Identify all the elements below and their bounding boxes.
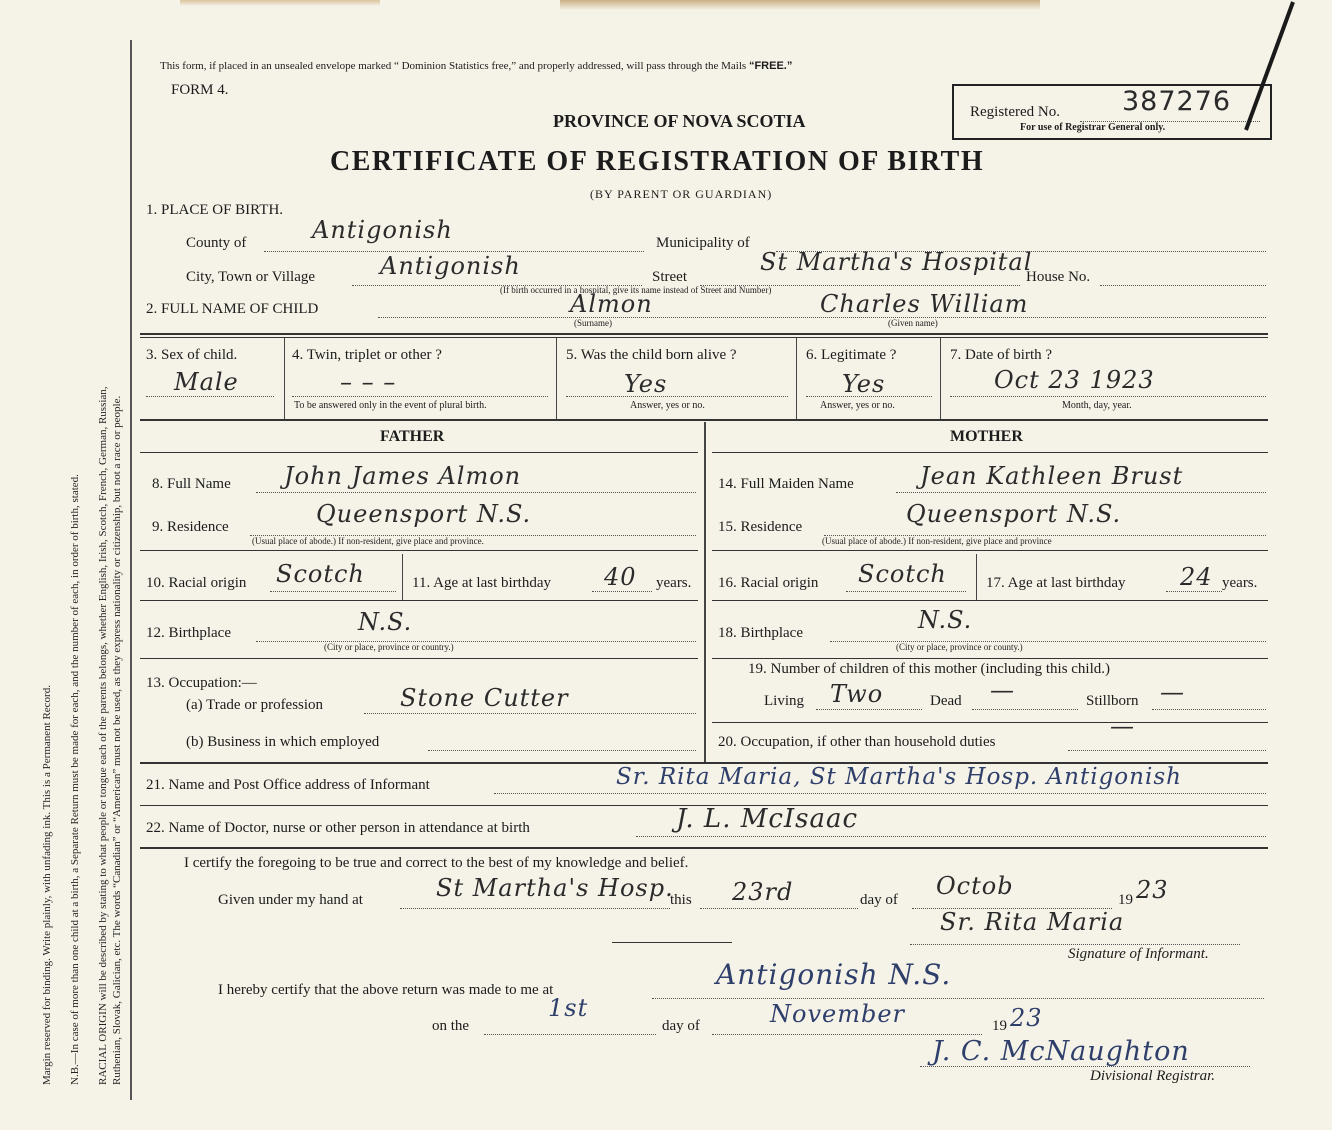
fill-line (1100, 285, 1266, 286)
row-line (712, 722, 1268, 723)
page-title: CERTIFICATE OF REGISTRATION OF BIRTH (330, 146, 985, 177)
fill-line (806, 396, 932, 397)
fill-line (636, 836, 1266, 837)
fill-line (712, 1034, 982, 1035)
informant-signature: Sr. Rita Maria (940, 908, 1125, 936)
business-label: (b) Business in which employed (186, 734, 380, 750)
registered-label: Registered No. (970, 104, 1060, 120)
trade-label: (a) Trade or profession (186, 697, 324, 713)
day-of-label: day of (860, 892, 898, 908)
father-trade: Stone Cutter (400, 684, 569, 712)
binding-margin-line (130, 40, 132, 1100)
father-age-label: 11. Age at last birthday (412, 575, 551, 591)
city-value: Antigonish (380, 252, 521, 280)
row-line (712, 600, 1268, 601)
municipality-label: Municipality of (656, 235, 750, 251)
informant-certification: I certify the foregoing to be true and correct to the best of my knowledge and belief. (184, 855, 689, 871)
mother-years-label: years. (1222, 575, 1258, 591)
section-divider (140, 333, 1268, 335)
registered-number: 387276 (1122, 86, 1232, 117)
form-number: FORM 4. (171, 82, 229, 98)
row-line (712, 452, 1268, 453)
dead-count: — (990, 676, 1015, 704)
mother-birthplace-label: 18. Birthplace (718, 625, 803, 641)
fill-line (972, 709, 1078, 710)
given-at-label: Given under my hand at (218, 892, 363, 908)
fill-line (910, 944, 1240, 945)
mail-notice (160, 60, 792, 72)
child-name-label: 2. FULL NAME OF CHILD (146, 301, 319, 317)
registrar-day-of-label: day of (662, 1018, 700, 1034)
fill-line (1152, 709, 1266, 710)
fill-line (816, 709, 922, 710)
father-residence: Queensport N.S. (316, 500, 532, 528)
mother-occupation-label: 20. Occupation, if other than household duties (718, 734, 996, 750)
column-divider (796, 338, 797, 420)
legitimate-value: Yes (842, 370, 886, 398)
twin-value: – – – (340, 368, 397, 396)
mother-name-label: 14. Full Maiden Name (718, 476, 854, 492)
informant-value: Sr. Rita Maria, St Martha's Hosp. Antigonish (616, 764, 1182, 790)
registrar-day: 1st (548, 994, 589, 1022)
mother-heading: MOTHER (950, 428, 1023, 445)
mother-occupation: — (1110, 712, 1135, 740)
fill-line (950, 396, 1266, 397)
mother-age-label: 17. Age at last birthday (986, 575, 1126, 591)
parents-divider (704, 422, 706, 762)
father-age: 40 (604, 563, 637, 591)
child-given-name: Charles William (820, 290, 1029, 318)
father-heading: FATHER (380, 428, 445, 445)
fill-line (896, 492, 1266, 493)
fill-line (566, 396, 788, 397)
fill-line (292, 396, 548, 397)
fill-line (700, 908, 858, 909)
twin-label: 4. Twin, triplet or other ? (292, 347, 442, 363)
pen-stroke-mark (1238, 0, 1298, 135)
father-name: John James Almon (284, 462, 522, 490)
legitimate-label: 6. Legitimate ? (806, 347, 897, 363)
surname-note: (Surname) (574, 318, 612, 328)
mail-notice-free: “FREE.” (748, 60, 793, 72)
decorative-rule (612, 942, 732, 943)
father-race: Scotch (276, 560, 365, 588)
registrar-certification: I hereby certify that the above return was made to me at (218, 982, 554, 998)
informant-label: 21. Name and Post Office address of Informant (146, 777, 430, 793)
father-years-label: years. (656, 575, 692, 591)
father-occupation-label: 13. Occupation:— (146, 675, 257, 691)
registrar-year-prefix: 19 (992, 1018, 1007, 1034)
mother-birthplace-note: (City or place, province or county.) (896, 642, 1023, 652)
county-value: Antigonish (312, 216, 453, 244)
city-label: City, Town or Village (186, 269, 316, 285)
mother-birthplace: N.S. (918, 606, 973, 634)
province-heading: PROVINCE OF NOVA SCOTIA (553, 111, 806, 131)
child-surname: Almon (570, 290, 653, 318)
row-line (140, 658, 698, 659)
registrar-month: November (770, 1000, 906, 1028)
registrar-signature: J. C. McNaughton (932, 1036, 1190, 1067)
margin-note: Ruthenian, Slovak, Galician, etc. The words “Canadian” or “American” must not be used, as they express nationality or citizenship, but not a race or people. (111, 395, 123, 1085)
dob-note: Month, day, year. (1062, 400, 1132, 411)
section-divider (140, 847, 1268, 849)
row-line (140, 550, 698, 551)
born-alive-value: Yes (624, 370, 668, 398)
registrar-note: For use of Registrar General only. (1020, 122, 1166, 133)
registrar-year-suffix: 23 (1010, 1004, 1043, 1032)
this-label: this (670, 892, 692, 908)
stillborn-count: — (1160, 678, 1185, 706)
fill-line (920, 1066, 1250, 1067)
born-alive-note: Answer, yes or no. (630, 400, 705, 411)
column-divider (402, 554, 403, 600)
fill-line (400, 908, 670, 909)
row-line (712, 550, 1268, 551)
given-year-suffix: 23 (1136, 876, 1169, 904)
registrar-signature-label: Divisional Registrar. (1090, 1068, 1216, 1084)
dead-label: Dead (930, 693, 962, 709)
paper-edge-stain (560, 0, 1040, 10)
fill-line (846, 591, 966, 592)
given-name-note: (Given name) (888, 318, 938, 328)
dob-value: Oct 23 1923 (994, 366, 1155, 394)
on-the-label: on the (432, 1018, 470, 1034)
row-line (712, 658, 1268, 659)
street-label: Street (652, 269, 687, 285)
father-birthplace: N.S. (358, 608, 413, 636)
mother-age: 24 (1180, 563, 1213, 591)
mother-residence: Queensport N.S. (906, 500, 1122, 528)
page-subtitle: (BY PARENT OR GUARDIAN) (590, 187, 773, 201)
mother-race-label: 16. Racial origin (718, 575, 819, 591)
stillborn-label: Stillborn (1086, 693, 1139, 709)
father-name-label: 8. Full Name (152, 476, 231, 492)
hospital-note: (If birth occurred in a hospital, give its name instead of Street and Number) (500, 285, 772, 295)
father-birthplace-label: 12. Birthplace (146, 625, 231, 641)
column-divider (976, 554, 977, 600)
county-label: County of (186, 235, 247, 251)
father-birthplace-note: (City or place, province or country.) (324, 642, 454, 652)
father-residence-label: 9. Residence (152, 519, 229, 535)
fill-line (256, 492, 696, 493)
fill-line (146, 396, 274, 397)
given-day: 23rd (732, 878, 794, 906)
sex-value: Male (174, 368, 239, 396)
paper-edge-stain (180, 0, 380, 6)
margin-note: N.B.—In case of more than one child at a birth, a Separate Return must be made for each, and the number of each, in order of birth, stated. (69, 474, 81, 1085)
mail-notice-text: This form, if placed in an unsealed envelope marked “ Dominion Statistics free,” and properly addressed, will pass through the Mails (160, 60, 747, 72)
mother-name: Jean Kathleen Brust (920, 462, 1184, 490)
sex-label: 3. Sex of child. (146, 347, 238, 363)
fill-line (592, 591, 652, 592)
margin-note: Margin reserved for binding. Write plainly, with unfading ink. This is a Permanent Record. (41, 685, 53, 1085)
living-count: Two (830, 680, 884, 708)
born-alive-label: 5. Was the child born alive ? (566, 347, 737, 363)
margin-notes (40, 45, 124, 1085)
legitimate-note: Answer, yes or no. (820, 400, 895, 411)
mother-residence-label: 15. Residence (718, 519, 803, 535)
living-label: Living (764, 693, 804, 709)
mother-race: Scotch (858, 560, 947, 588)
row-line (140, 452, 698, 453)
row-line (140, 600, 698, 601)
fill-line (270, 591, 396, 592)
father-residence-note: (Usual place of abode.) If non-resident, give place and province. (252, 536, 484, 546)
mother-residence-note: (Usual place of abode.) If non-resident, give place and province (822, 536, 1052, 546)
informant-signature-label: Signature of Informant. (1068, 946, 1209, 962)
doctor-label: 22. Name of Doctor, nurse or other person in attendance at birth (146, 820, 530, 836)
fill-line (1068, 750, 1266, 751)
column-divider (556, 338, 557, 420)
registrar-place: Antigonish N.S. (716, 958, 952, 991)
fill-line (364, 713, 696, 714)
dob-label: 7. Date of birth ? (950, 347, 1053, 363)
fill-line (428, 750, 696, 751)
children-count-label: 19. Number of children of this mother (including this child.) (748, 661, 1111, 677)
column-divider (284, 338, 285, 420)
fill-line (652, 998, 1264, 999)
place-of-birth-label: 1. PLACE OF BIRTH. (146, 202, 284, 218)
given-place: St Martha's Hosp. (436, 874, 674, 902)
section-divider (140, 419, 1268, 421)
margin-note: RACIAL ORIGIN will be described by stating to what people or tongue each of the parents belongs, whether English, Irish, Scotch, French, German, Russian, (97, 386, 109, 1085)
fill-line (484, 1034, 656, 1035)
section-divider (140, 337, 1268, 338)
fill-line (494, 793, 1266, 794)
given-year-prefix: 19 (1118, 892, 1133, 908)
fill-line (256, 641, 696, 642)
father-race-label: 10. Racial origin (146, 575, 247, 591)
fill-line (1166, 591, 1222, 592)
house-number-label: House No. (1026, 269, 1091, 285)
doctor-value: J. L. McIsaac (676, 804, 859, 834)
column-divider (940, 338, 941, 420)
given-month: Octob (936, 872, 1014, 900)
municipality-value: St Martha's Hospital (760, 248, 1033, 276)
twin-note: To be answered only in the event of plural birth. (294, 400, 487, 411)
